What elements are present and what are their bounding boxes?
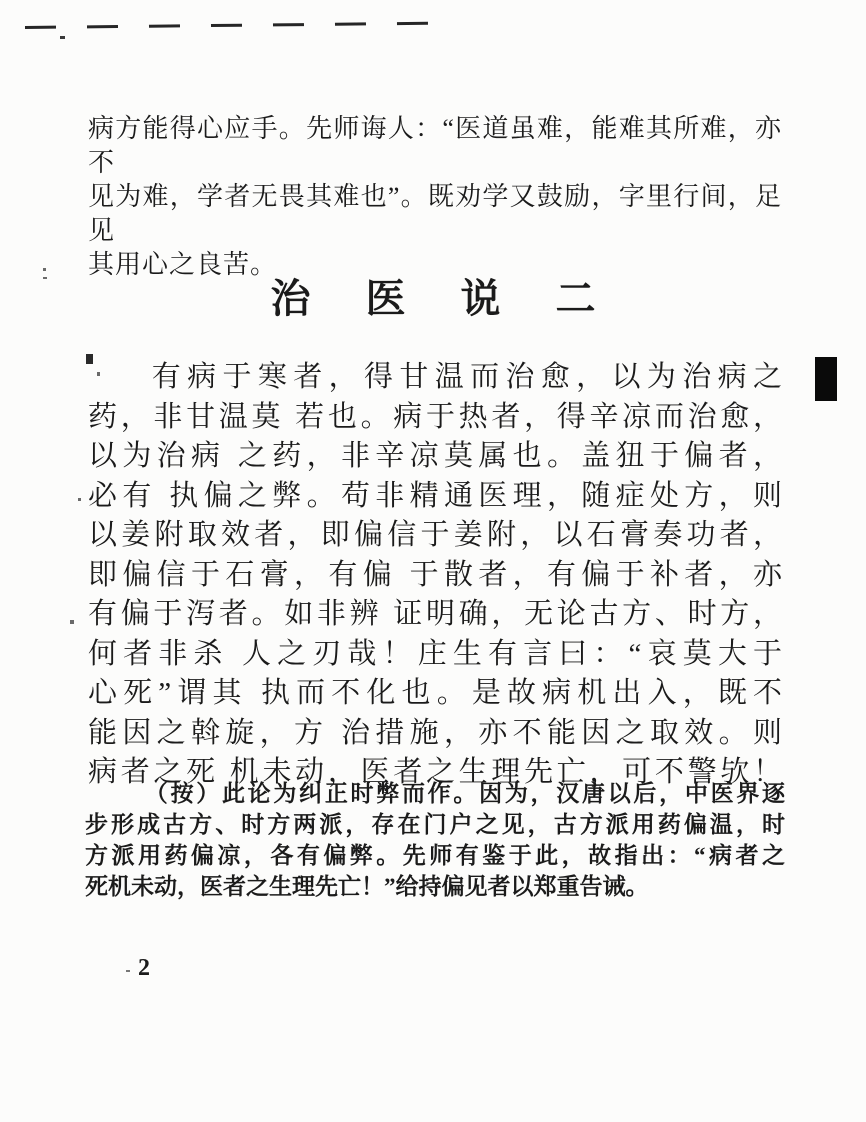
torn-edge-dash bbox=[335, 22, 366, 25]
scan-speck bbox=[43, 268, 46, 271]
scan-speck bbox=[43, 277, 47, 279]
text-line: 药，非甘温莫 若也。病于热者，得辛凉而治愈， bbox=[88, 400, 782, 433]
scan-speck bbox=[60, 36, 65, 39]
scan-speck bbox=[70, 620, 74, 624]
text-line: 能因之斡旋，方 治措施，亦不能因之取效。则 bbox=[88, 716, 782, 749]
chapter-title-text: 治医说二 bbox=[270, 276, 651, 321]
torn-edge-dash bbox=[149, 24, 180, 27]
binding-mark bbox=[815, 357, 837, 401]
torn-edge-dash bbox=[211, 24, 242, 27]
annotation-paragraph bbox=[85, 778, 785, 902]
scan-speck bbox=[86, 354, 93, 364]
scan-speck bbox=[78, 498, 81, 501]
text-line: 何者非杀 人之刃哉！庄生有言曰：“哀莫大于 bbox=[88, 637, 782, 670]
text-line: 以姜附取效者，即偏信于姜附，以石膏奏功者， bbox=[88, 519, 782, 551]
text-line: 即偏信于石膏，有偏 于散者，有偏于补者，亦 bbox=[88, 558, 782, 591]
text-line: 病者之死 机未动，医者之生理先亡，可不警欤！ bbox=[88, 756, 782, 788]
torn-edge-dash bbox=[397, 22, 428, 25]
torn-edge-dash bbox=[25, 26, 56, 29]
text-line: 必有 执偏之弊。苟非精通医理，随症处方，则 bbox=[88, 479, 782, 512]
text-line: （按）此论为纠正时弊而作。因为，汉唐以后，中医界逐 bbox=[144, 781, 785, 806]
continuation-paragraph bbox=[88, 112, 782, 282]
text-line: 方派用药偏凉，各有偏弊。先师有鉴于此，故指出：“病者之 bbox=[85, 843, 785, 868]
scan-speck bbox=[126, 970, 130, 972]
text-line: 有病于寒者，得甘温而治愈，以为治病之 bbox=[151, 361, 782, 393]
scan-speck bbox=[97, 372, 100, 376]
text-line: 步形成古方、时方两派，存在门户之见，古方派用药偏温，时 bbox=[85, 812, 785, 837]
text-line: 有偏于泻者。如非辨 证明确，无论古方、时方， bbox=[88, 598, 782, 630]
body-paragraph bbox=[88, 358, 782, 793]
chapter-title bbox=[0, 276, 866, 322]
torn-edge-dashes bbox=[25, 22, 428, 29]
page-number: 2 bbox=[138, 955, 151, 981]
text-line: 其用心之良苦。 bbox=[88, 250, 278, 279]
torn-edge-dash bbox=[273, 23, 304, 26]
text-line: 见为难，学者无畏其难也”。既劝学又鼓励，字里行间，足见 bbox=[88, 182, 782, 245]
text-line: 死机未动，医者之生理先亡！”给持偏见者以郑重告诫。 bbox=[85, 874, 649, 899]
text-line: 以为治病 之药，非辛凉莫属也。盖狃于偏者， bbox=[88, 440, 782, 472]
text-line: 病方能得心应手。先师诲人：“医道虽难，能难其所难，亦不 bbox=[88, 114, 782, 177]
torn-edge-dash bbox=[87, 25, 118, 28]
text-line: 心死”谓其 执而不化也。是故病机出入，既不 bbox=[88, 677, 782, 709]
